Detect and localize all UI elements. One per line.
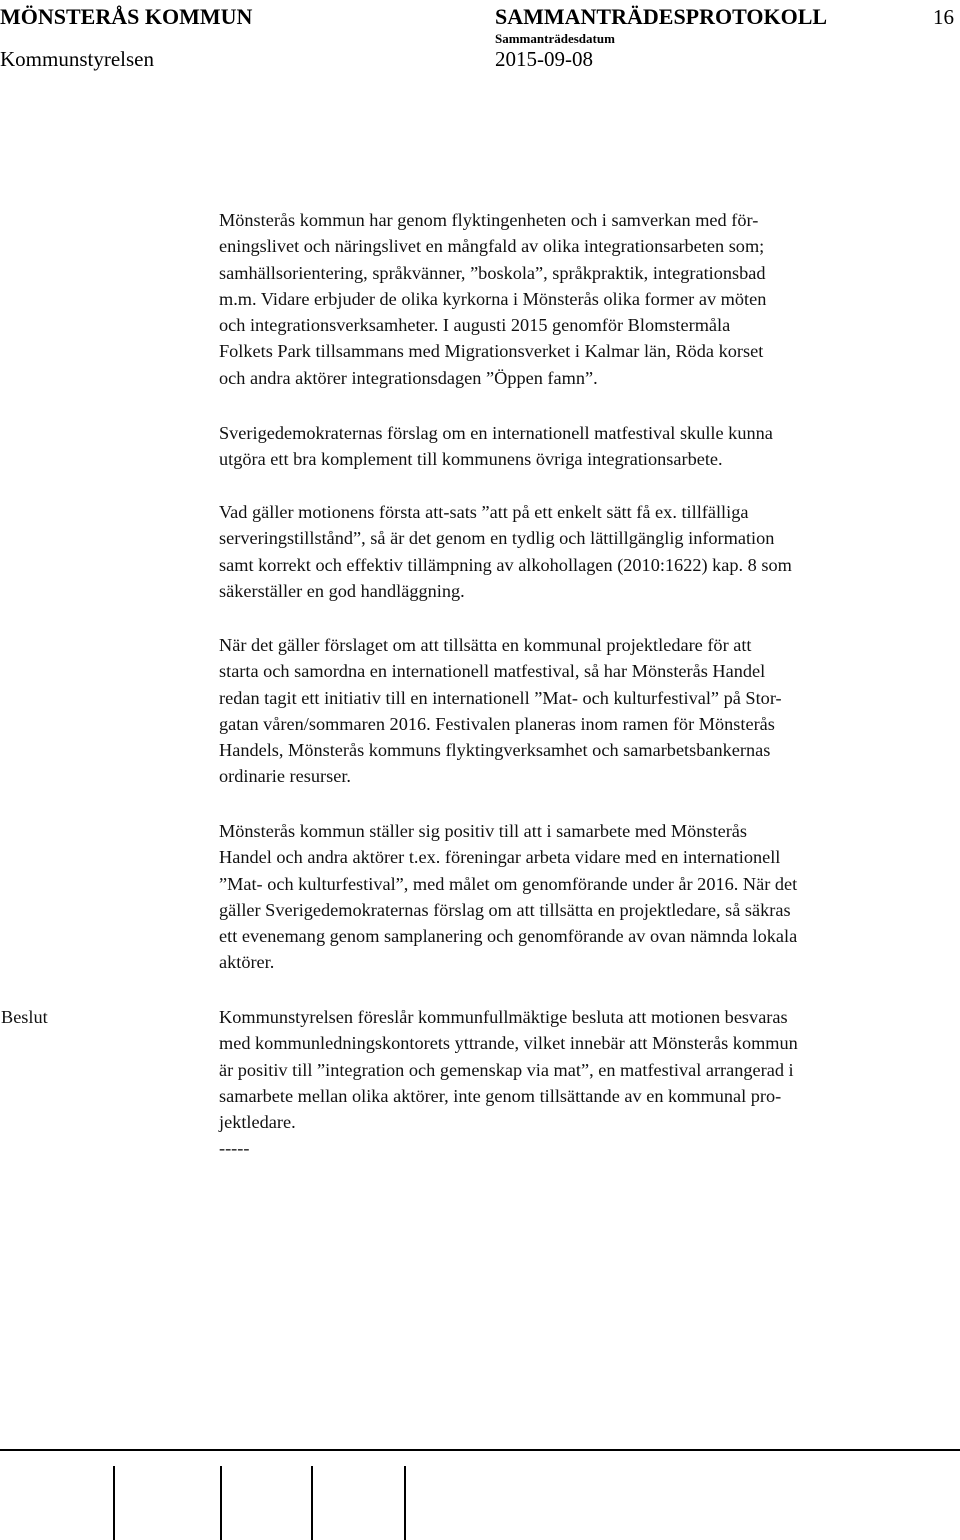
text-line: aktörer.	[219, 952, 275, 973]
text-line: med kommunledningskontorets yttrande, vilket innebär att Mönsterås kommun	[219, 1033, 798, 1054]
text-line: Mönsterås kommun ställer sig positiv till att i samarbete med Mönsterås	[219, 821, 748, 841]
paragraph-project-leader	[219, 632, 954, 790]
text-line: samhällsorientering, språkvänner, ”boskola”, språkpraktik, integrationsbad	[219, 262, 766, 283]
date-label: Sammanträdesdatum	[495, 31, 615, 46]
paragraph-first-att-sats	[219, 499, 954, 604]
text-line: Kommunstyrelsen föreslår kommunfullmäktige besluta att motionen besvaras	[219, 1007, 788, 1027]
text-line: gatan våren/sommaren 2016. Festivalen planeras inom ramen för Mönsterås	[219, 713, 775, 734]
text-line: gäller Sverigedemokraternas förslag om att tillsätta en projektledare, så säkras	[219, 899, 791, 920]
text-line: starta och samordna en internationell matfestival, så har Mönsterås Handel	[219, 661, 766, 682]
text-line: eningslivet och näringslivet en mångfald av olika integrationsarbeten som;	[219, 236, 765, 257]
text-line: och andra aktörer integrationsdagen ”Öppen famn”.	[219, 367, 598, 388]
signature-box-divider	[311, 1466, 313, 1540]
text-line: serveringstillstånd”, så är det genom en tydlig och lättillgänglig information	[219, 528, 775, 549]
text-line: samt korrekt och effektiv tillämpning av alkohollagen (2010:1622) kap. 8 som	[219, 554, 792, 575]
text-line: Sverigedemokraternas förslag om en internationell matfestival skulle kunna	[219, 423, 773, 443]
text-line: utgöra ett bra komplement till kommunens övriga integrationsarbete.	[219, 449, 723, 470]
text-line: ”Mat- och kulturfestival”, med målet om genomförande under år 2016. När det	[219, 873, 798, 894]
text-line: och integrationsverksamheter. I augusti 2015 genomför Blomstermåla	[219, 315, 731, 336]
footer-divider	[0, 1449, 960, 1451]
protocol-title: SAMMANTRÄDESPROTOKOLL	[495, 4, 828, 29]
text-line: Handels, Mönsterås kommuns flyktingverksamhet och samarbetsbankernas	[219, 740, 771, 761]
decision-text	[219, 1004, 954, 1162]
text-line: Mönsterås kommun har genom flyktingenheten och i samverkan med för-	[219, 210, 759, 230]
signature-box-divider	[404, 1466, 406, 1540]
decision-label: Beslut	[1, 1007, 48, 1027]
text-line: är positiv till ”integration och gemenskap via mat”, en matfestival arrangerad i	[219, 1059, 794, 1080]
text-line: -----	[219, 1138, 250, 1159]
text-line: Folkets Park tillsammans med Migrationsverket i Kalmar län, Röda korset	[219, 341, 764, 362]
signature-box-divider	[113, 1466, 115, 1540]
text-line: samarbete mellan olika aktörer, inte genom tillsättande av en kommunal pro-	[219, 1085, 782, 1106]
text-line: säkerställer en god handläggning.	[219, 580, 465, 601]
paragraph-municipality-position	[219, 818, 954, 976]
paragraph-integration-work	[219, 207, 954, 391]
paragraph-sd-proposal	[219, 420, 954, 473]
text-line: När det gäller förslaget om att tillsätta en kommunal projektledare för att	[219, 635, 752, 655]
page-number: 16	[933, 5, 954, 29]
text-line: Handel och andra aktörer t.ex. föreningar arbeta vidare med en internationell	[219, 847, 781, 868]
text-line: ett evenemang genom samplanering och genomförande av ovan nämnda lokala	[219, 926, 798, 947]
text-line: ordinarie resurser.	[219, 766, 351, 787]
text-line: m.m. Vidare erbjuder de olika kyrkorna i Mönsterås olika former av möten	[219, 288, 767, 309]
committee-name: Kommunstyrelsen	[0, 47, 154, 71]
meeting-date: 2015-09-08	[495, 47, 593, 71]
text-line: jektledare.	[219, 1112, 296, 1133]
municipality-name: MÖNSTERÅS KOMMUN	[0, 4, 253, 29]
text-line: Vad gäller motionens första att-sats ”att på ett enkelt sätt få ex. tillfälliga	[219, 502, 749, 522]
text-line: redan tagit ett initiativ till en internationell ”Mat- och kulturfestival” på Stor-	[219, 687, 782, 708]
signature-box-divider	[220, 1466, 222, 1540]
